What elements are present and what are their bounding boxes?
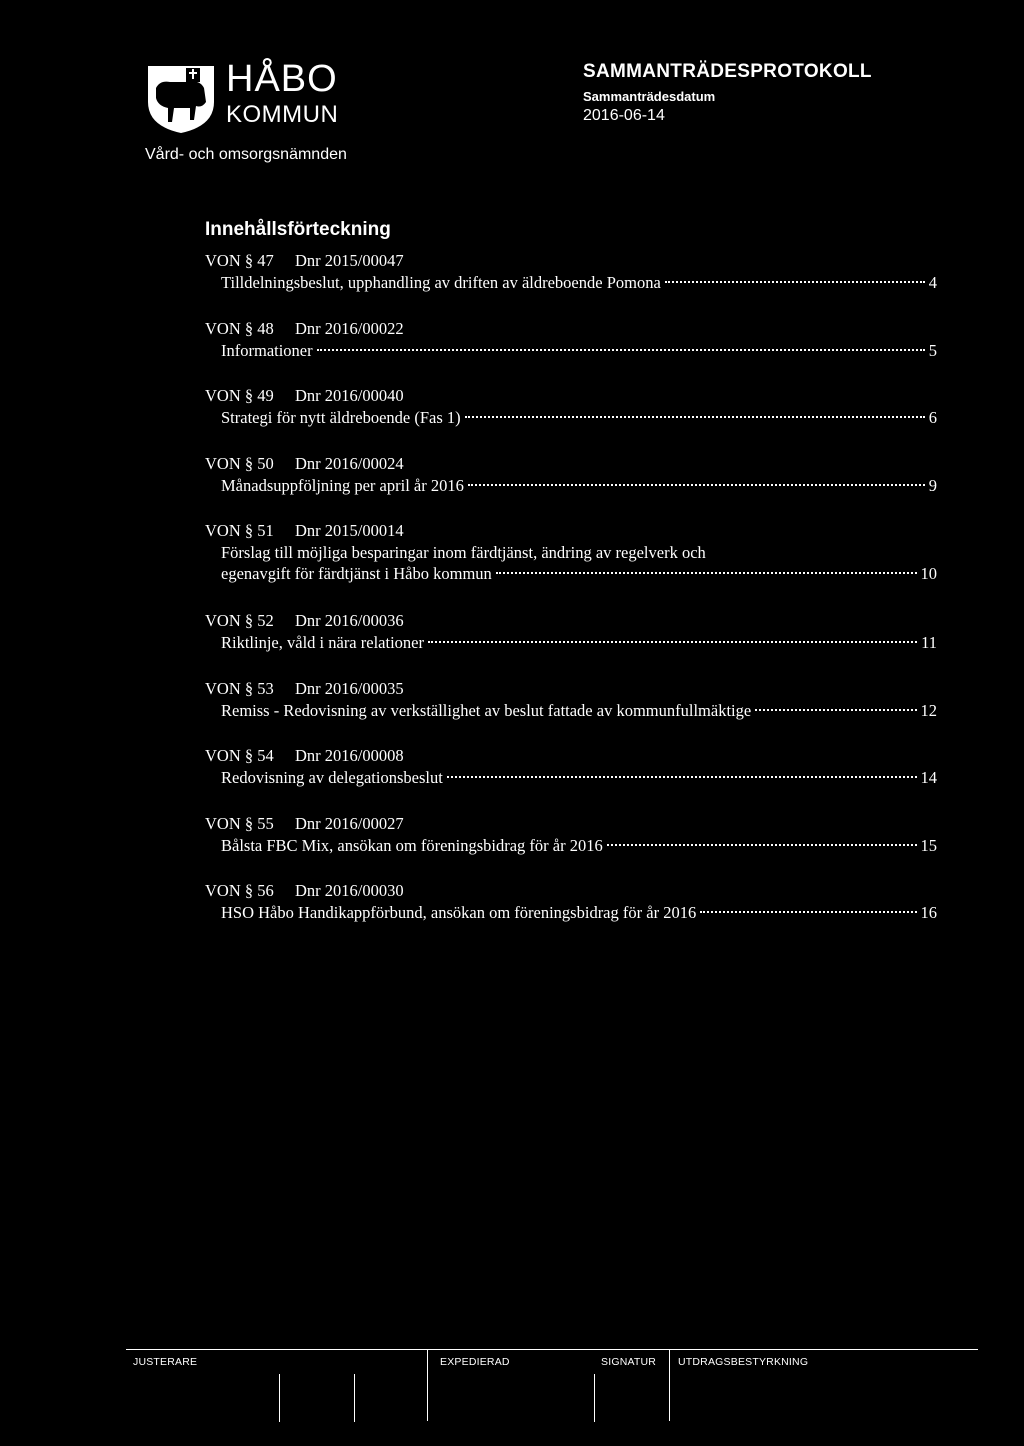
diary-number: Dnr 2016/00024 <box>295 453 404 473</box>
dot-leader <box>607 844 917 846</box>
entry-title[interactable]: HSO Håbo Handikappförbund, ansökan om föreningsbidrag för år 2016 <box>221 903 697 922</box>
signatur-label: SIGNATUR <box>601 1356 657 1368</box>
toc-entry <box>205 610 937 678</box>
toc-entry <box>205 880 937 948</box>
section-number: VON § 55 <box>205 813 274 833</box>
toc-entry <box>205 453 937 521</box>
diary-number: Dnr 2016/00040 <box>295 386 404 405</box>
toc-entry <box>205 520 937 610</box>
signature-box-line <box>594 1374 595 1422</box>
justerare-label: JUSTERARE <box>133 1356 198 1368</box>
entry-title[interactable]: Månadsuppföljning per april år 2016 <box>221 475 464 495</box>
page-number[interactable]: 15 <box>920 835 937 855</box>
page-number[interactable]: 5 <box>928 340 937 360</box>
page-number[interactable]: 14 <box>920 768 937 787</box>
diary-number: Dnr 2015/00047 <box>295 251 404 270</box>
signature-box-line <box>354 1374 355 1422</box>
entry-title[interactable]: Tilldelningsbeslut, upphandling av driften av äldreboende Pomona <box>221 273 661 292</box>
section-number: VON § 53 <box>205 678 274 698</box>
page-number[interactable]: 10 <box>920 564 937 583</box>
entry-title[interactable]: Informationer <box>221 340 313 360</box>
dot-leader <box>496 572 917 574</box>
diary-number: Dnr 2016/00022 <box>295 318 404 338</box>
page-number[interactable]: 4 <box>928 273 937 292</box>
habo-coat-of-arms-logo <box>146 58 216 134</box>
toc-entry <box>205 318 937 386</box>
page-number[interactable]: 9 <box>928 475 937 495</box>
entry-title[interactable]: Strategi för nytt äldreboende (Fas 1) <box>221 408 461 427</box>
document-type: SAMMANTRÄDESPROTOKOLL <box>583 61 872 82</box>
entry-title[interactable]: Bålsta FBC Mix, ansökan om föreningsbidrag för år 2016 <box>221 835 603 855</box>
diary-number: Dnr 2015/00014 <box>295 521 404 540</box>
dot-leader <box>468 484 925 486</box>
footer-rule <box>126 1349 978 1350</box>
section-number: VON § 54 <box>205 746 274 765</box>
toc-entry <box>205 678 937 746</box>
committee-name: Vård- och omsorgsnämnden <box>145 146 347 163</box>
section-number: VON § 47 <box>205 251 274 270</box>
entry-title-continued[interactable]: egenavgift för färdtjänst i Håbo kommun <box>221 564 492 583</box>
dot-leader <box>700 911 916 913</box>
page-number[interactable]: 16 <box>920 903 937 922</box>
section-number: VON § 48 <box>205 318 274 338</box>
entry-title[interactable]: Riktlinje, våld i nära relationer <box>221 633 424 652</box>
meeting-date-value: 2016-06-14 <box>583 107 665 124</box>
diary-number: Dnr 2016/00008 <box>295 746 404 765</box>
toc-entry <box>205 745 937 813</box>
dot-leader <box>447 776 917 778</box>
meeting-date-label: Sammanträdesdatum <box>583 89 716 104</box>
municipality-name: HÅBO <box>226 58 338 100</box>
toc-entry <box>205 385 937 453</box>
entry-title[interactable]: Förslag till möjliga besparingar inom färdtjänst, ändring av regelverk och <box>221 543 706 562</box>
dot-leader <box>755 709 916 711</box>
diary-number: Dnr 2016/00035 <box>295 678 404 698</box>
dot-leader <box>465 416 925 418</box>
dot-leader <box>317 349 925 351</box>
utdragsbestyrkning-label: UTDRAGSBESTYRKNING <box>678 1356 809 1368</box>
dot-leader <box>428 641 917 643</box>
section-number: VON § 49 <box>205 386 274 405</box>
footer-divider <box>669 1349 670 1421</box>
footer-divider <box>427 1349 428 1421</box>
toc-entry <box>205 813 937 881</box>
table-of-contents <box>205 250 937 948</box>
page-number[interactable]: 6 <box>928 408 937 427</box>
section-number: VON § 51 <box>205 521 274 540</box>
entry-title[interactable]: Remiss - Redovisning av verkställighet av beslut fattade av kommunfullmäktige <box>221 700 752 720</box>
diary-number: Dnr 2016/00027 <box>295 813 404 833</box>
entry-title[interactable]: Redovisning av delegationsbeslut <box>221 768 443 787</box>
municipality-subtitle: KOMMUN <box>226 101 339 128</box>
toc-entry <box>205 250 937 318</box>
dot-leader <box>665 281 925 283</box>
page-number[interactable]: 12 <box>920 700 937 720</box>
section-number: VON § 52 <box>205 611 274 630</box>
diary-number: Dnr 2016/00030 <box>295 881 404 900</box>
expedierad-label: EXPEDIERAD <box>440 1356 510 1368</box>
section-number: VON § 50 <box>205 453 274 473</box>
toc-heading: Innehållsförteckning <box>205 219 391 240</box>
page-number[interactable]: 11 <box>921 633 937 652</box>
signature-box-line <box>279 1374 280 1422</box>
section-number: VON § 56 <box>205 881 274 900</box>
diary-number: Dnr 2016/00036 <box>295 611 404 630</box>
